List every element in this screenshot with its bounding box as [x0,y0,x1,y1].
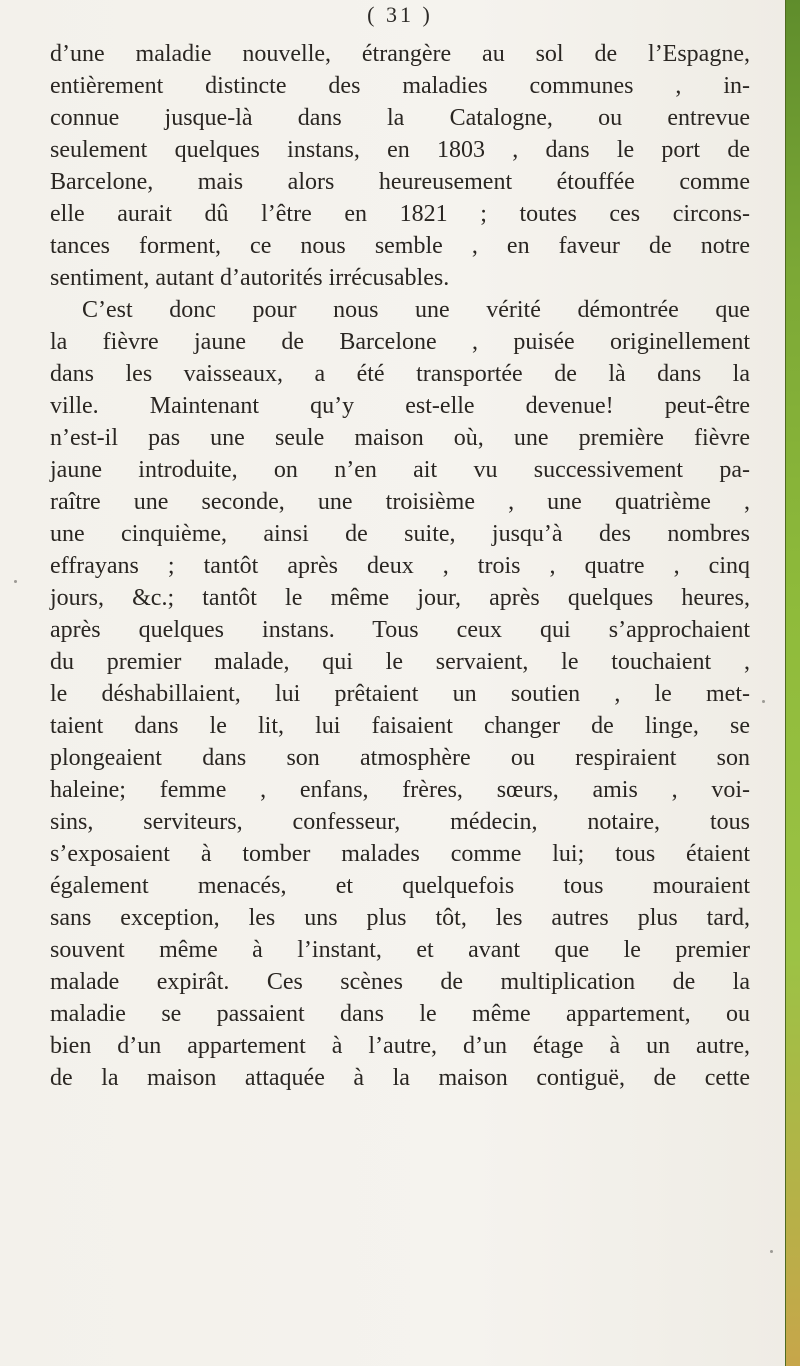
text-line: du premier malade, qui le servaient, le touchaient , [50,649,750,675]
text-line: s’exposaient à tomber malades comme lui; tous étaient [50,841,750,867]
paragraph-start-line: C’est donc pour nous une vérité démontrée que [82,297,750,323]
paragraph-end-line: sentiment, autant d’autorités irrécusables. [50,265,450,291]
paper-speck [14,580,17,583]
text-line: une cinquième, ainsi de suite, jusqu’à des nombres [50,521,750,547]
text-line: maladie se passaient dans le même appartement, ou [50,1001,750,1027]
page-number: ( 31 ) [367,2,433,27]
paper-speck [762,700,765,703]
paper-speck [770,1250,773,1253]
text-line: souvent même à l’instant, et avant que le premier [50,937,750,963]
text-line: taient dans le lit, lui faisaient changer de linge, se [50,713,750,739]
text-line: le déshabillaient, lui prêtaient un soutien , le met- [50,681,750,707]
text-line: sans exception, les uns plus tôt, les autres plus tard, [50,905,750,931]
text-line: de la maison attaquée à la maison contiguë, de cette [50,1065,750,1091]
text-line: n’est-il pas une seule maison où, une première fièvre [50,425,750,451]
text-line: d’une maladie nouvelle, étrangère au sol de l’Espagne, [50,41,750,67]
text-line: la fièvre jaune de Barcelone , puisée originellement [50,329,750,355]
text-line: bien d’un appartement à l’autre, d’un étage à un autre, [50,1033,750,1059]
text-line: connue jusque-là dans la Catalogne, ou entrevue [50,105,750,131]
text-line: haleine; femme , enfans, frères, sœurs, amis , voi- [50,777,750,803]
text-line: Barcelone, mais alors heureusement étouffée comme [50,169,750,195]
text-line: ville. Maintenant qu’y est-elle devenue! peut-être [50,393,750,419]
text-line: dans les vaisseaux, a été transportée de là dans la [50,361,750,387]
text-line: raître une seconde, une troisième , une quatrième , [50,489,750,515]
text-line: également menacés, et quelquefois tous mouraient [50,873,750,899]
text-line: plongeaient dans son atmosphère ou respiraient son [50,745,750,771]
book-edge-strip [785,0,800,1366]
text-line: tances forment, ce nous semble , en faveur de notre [50,233,750,259]
text-line: entièrement distincte des maladies communes , in- [50,73,750,99]
text-line: jours, &c.; tantôt le même jour, après quelques heures, [50,585,750,611]
text-line: elle aurait dû l’être en 1821 ; toutes ces circons- [50,201,750,227]
body-text [50,38,750,1094]
text-line: malade expirât. Ces scènes de multiplication de la [50,969,750,995]
text-line: après quelques instans. Tous ceux qui s’approchaient [50,617,750,643]
text-line: seulement quelques instans, en 1803 , dans le port de [50,137,750,163]
text-line: sins, serviteurs, confesseur, médecin, notaire, tous [50,809,750,835]
text-line: jaune introduite, on n’en ait vu successivement pa- [50,457,750,483]
text-line: effrayans ; tantôt après deux , trois , quatre , cinq [50,553,750,579]
